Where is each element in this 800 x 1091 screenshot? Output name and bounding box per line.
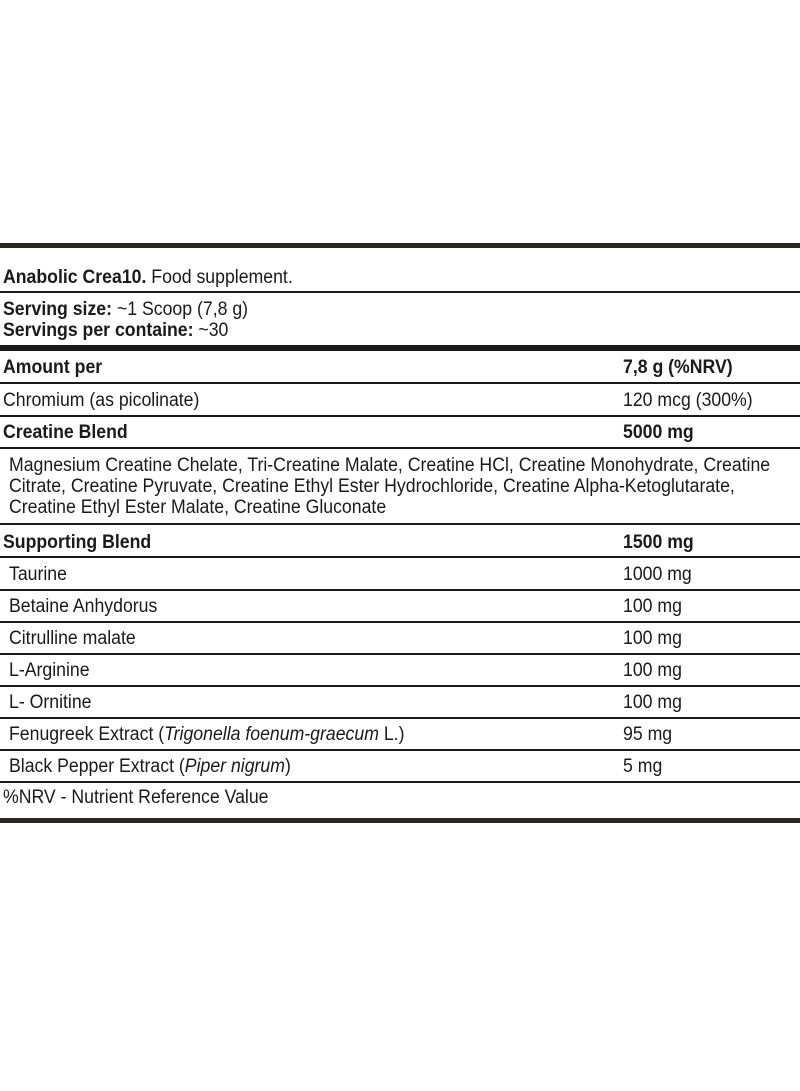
row-citrulline-name: Citrulline malate: [9, 628, 136, 649]
row-fenugreek-amount: 95 mg: [623, 724, 673, 745]
divider: [0, 717, 800, 719]
divider: [0, 556, 800, 558]
row-creatine-blend-amount: 5000 mg: [623, 422, 694, 443]
product-type: Food supplement.: [146, 267, 293, 288]
amount-per-header: Amount per: [3, 357, 103, 378]
servings-label: Servings per containe:: [3, 320, 194, 341]
divider: [0, 589, 800, 591]
nrv-header: 7,8 g (%NRV): [623, 357, 733, 378]
divider: [0, 749, 800, 751]
black-pepper-latin-name: Piper nigrum: [184, 756, 285, 777]
row-citrulline-amount: 100 mg: [623, 628, 682, 649]
divider: [0, 621, 800, 623]
product-name: Anabolic Crea10.: [3, 267, 147, 288]
divider: [0, 447, 800, 449]
servings-value: ~30: [193, 320, 229, 341]
row-supporting-blend-amount: 1500 mg: [623, 532, 694, 553]
nrv-footnote: %NRV - Nutrient Reference Value: [3, 787, 269, 808]
black-pepper-label-end: ): [284, 756, 291, 777]
row-taurine-amount: 1000 mg: [623, 564, 692, 585]
row-black-pepper-amount: 5 mg: [623, 756, 663, 777]
divider: [0, 653, 800, 655]
row-ornitine-name: L- Ornitine: [9, 692, 92, 713]
fenugreek-latin-name: Trigonella foenum-graecum: [164, 724, 379, 745]
row-betaine-amount: 100 mg: [623, 596, 682, 617]
serving-size-label: Serving size:: [3, 299, 113, 320]
divider: [0, 291, 800, 293]
black-pepper-label: Black Pepper Extract (: [9, 756, 185, 777]
divider: [0, 415, 800, 417]
serving-size-value: ~1 Scoop (7,8 g): [112, 299, 249, 320]
fenugreek-label-end: L.): [378, 724, 405, 745]
row-taurine-name: Taurine: [9, 564, 67, 585]
serving-size: [3, 299, 248, 320]
row-black-pepper-name: [9, 756, 291, 777]
row-chromium-name: Chromium (as picolinate): [3, 390, 200, 411]
divider: [0, 382, 800, 384]
thick-divider: [0, 345, 800, 351]
divider: [0, 781, 800, 783]
row-arginine-amount: 100 mg: [623, 660, 682, 681]
fenugreek-label: Fenugreek Extract (: [9, 724, 165, 745]
product-title: [3, 267, 293, 288]
row-chromium-amount: 120 mcg (300%): [623, 390, 753, 411]
creatine-blend-ingredients: Magnesium Creatine Chelate, Tri-Creatine Malate, Creatine HCl, Creatine Monohydrate, Creatine Citrate, Creatine Pyruvate, Creatine Ethyl Ester Hydrochloride, Creatine Alpha-Ketoglutarate, Creatine Ethyl Ester Malate, Creatine Gluconate: [9, 455, 771, 518]
row-arginine-name: L-Arginine: [9, 660, 90, 681]
row-fenugreek-name: [9, 724, 404, 745]
row-creatine-blend-name: Creatine Blend: [3, 422, 128, 443]
divider: [0, 685, 800, 687]
row-ornitine-amount: 100 mg: [623, 692, 682, 713]
row-supporting-blend-name: Supporting Blend: [3, 532, 152, 553]
row-betaine-name: Betaine Anhydorus: [9, 596, 158, 617]
servings-per-container: [3, 320, 228, 341]
divider: [0, 523, 800, 525]
